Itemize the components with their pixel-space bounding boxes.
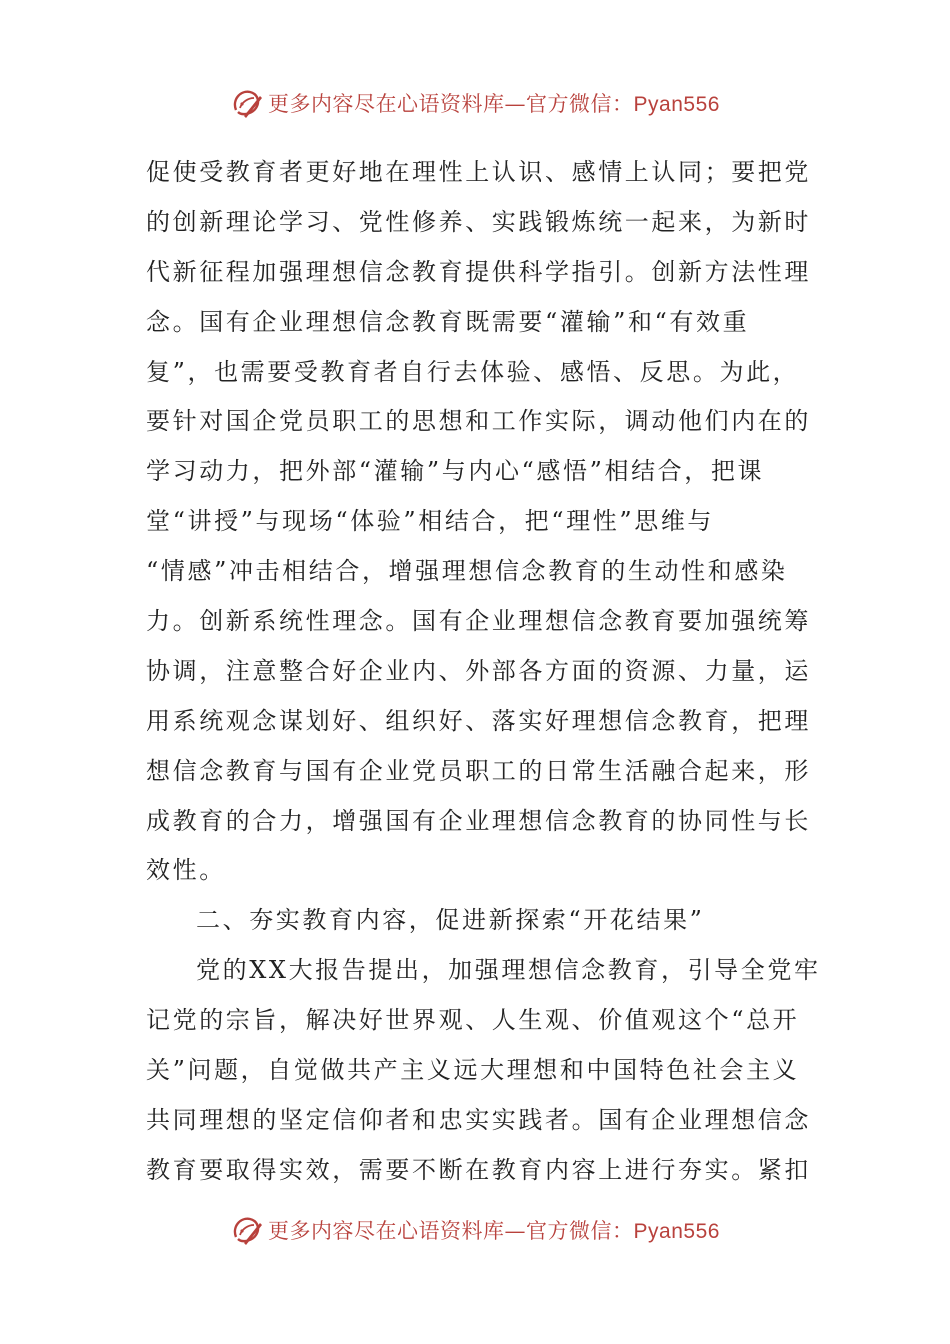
footer-watermark-banner <box>0 1208 950 1252</box>
text-line: 关”问题，自觉做共产主义远大理想和中国特色社会主义 <box>146 1056 800 1085</box>
text-line: 效性。 <box>146 856 226 885</box>
header-watermark-banner <box>0 81 950 125</box>
pen-swirl-icon <box>230 1213 264 1247</box>
text-line: 要针对国企党员职工的思想和工作实际，调动他们内在的 <box>146 407 811 436</box>
text-line: 念。国有企业理想信念教育既需要“灌输”和“有效重 <box>146 307 750 336</box>
text-line: 党的XX大报告提出，加强理想信念教育，引导全党牢 <box>196 956 821 985</box>
pen-swirl-icon <box>230 86 264 120</box>
watermark-text <box>268 88 720 118</box>
text-line: “情感”冲击相结合，增强理想信念教育的生动性和感染 <box>146 557 788 586</box>
wechat-id: Pyan556 <box>633 93 720 116</box>
text-line: 记党的宗旨，解决好世界观、人生观、价值观这个“总开 <box>146 1006 800 1035</box>
document-body <box>146 148 821 1196</box>
watermark-text <box>268 1215 720 1245</box>
text-line: 学习动力，把外部“灌输”与内心“感悟”相结合，把课 <box>146 457 765 486</box>
text-line: 成教育的合力，增强国有企业理想信念教育的协同性与长 <box>146 806 811 835</box>
watermark-main: 更多内容尽在心语资料库—官方微信： <box>268 1219 634 1243</box>
text-line: 协调，注意整合好企业内、外部各方面的资源、力量，运 <box>146 656 811 685</box>
text-line: 促使受教育者更好地在理性上认识、感情上认同；要把党 <box>146 158 811 186</box>
text-line: 教育要取得实效，需要不断在教育内容上进行夯实。紧扣 <box>146 1155 811 1184</box>
text-line: 力。创新系统性理念。国有企业理想信念教育要加强统筹 <box>146 607 811 636</box>
wechat-id: Pyan556 <box>633 1220 720 1243</box>
text-line: 想信念教育与国有企业党员职工的日常生活融合起来，形 <box>146 756 811 785</box>
section-heading: 二、夯实教育内容，促进新探索“开花结果” <box>196 906 705 935</box>
text-line: 共同理想的坚定信仰者和忠实实践者。国有企业理想信念 <box>146 1105 811 1134</box>
text-line: 用系统观念谋划好、组织好、落实好理想信念教育，把理 <box>146 706 811 735</box>
text-line: 复”，也需要受教育者自行去体验、感悟、反思。为此， <box>146 357 800 386</box>
text-line: 堂“讲授”与现场“体验”相结合，把“理性”思维与 <box>146 507 715 536</box>
text-line: 的创新理论学习、党性修养、实践锻炼统一起来，为新时 <box>146 207 811 236</box>
watermark-main: 更多内容尽在心语资料库—官方微信： <box>268 92 634 116</box>
text-line: 代新征程加强理想信念教育提供科学指引。创新方法性理 <box>146 257 811 286</box>
